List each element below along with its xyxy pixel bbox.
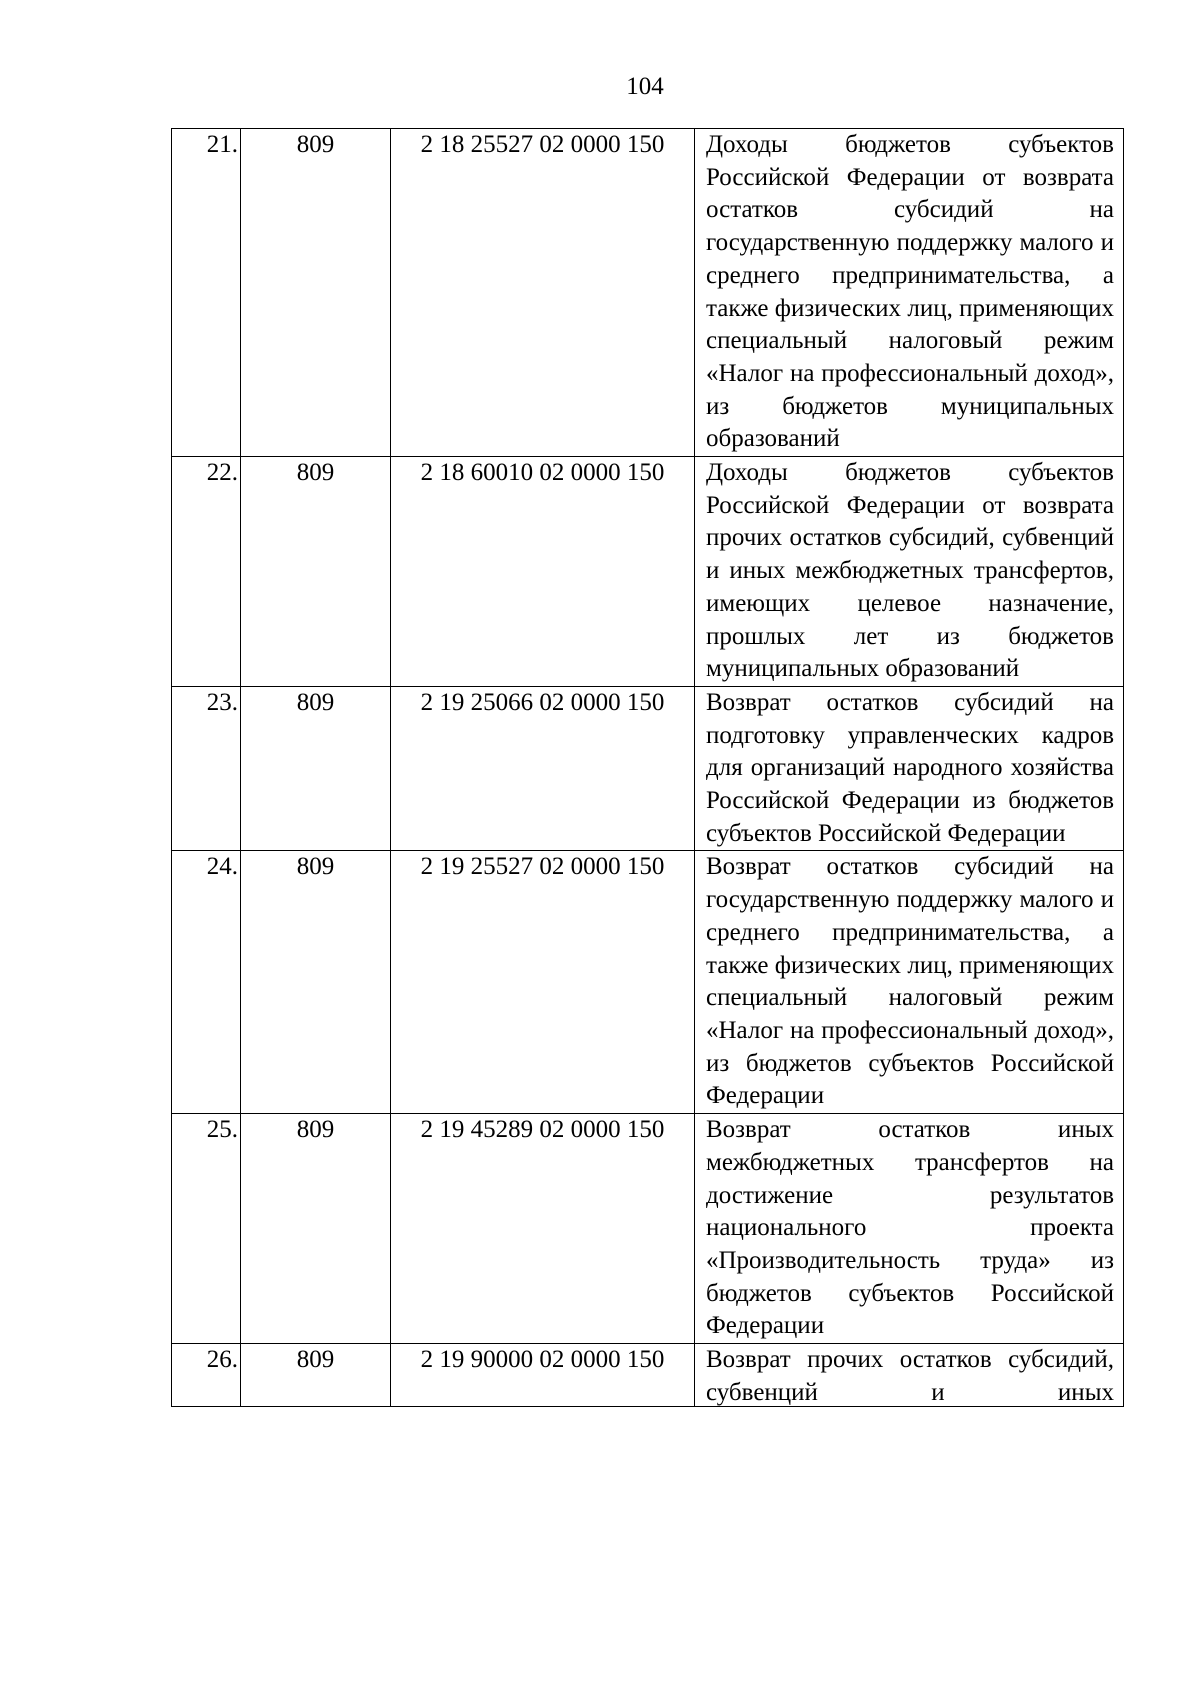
description-cell [695, 129, 1124, 457]
row-number: 24. [172, 851, 241, 1114]
admin-code-cell: 809 [241, 1344, 391, 1407]
income-code-cell: 2 18 25527 02 0000 150 [391, 129, 695, 457]
description-text: Возврат остатков субсидий на государственную поддержку малого и среднего предпринимательства, а также физических лиц, применяющих специальный налоговый режим «Налог на профессиональный доход», из бюджетов субъектов Российской Федерации [706, 853, 1114, 1110]
description-text: Возврат остатков субсидий на подготовку управленческих кадров для организаций народного хозяйства Российской Федерации из бюджетов субъектов Российской Федерации [706, 688, 1114, 847]
page-number: 104 [626, 73, 664, 100]
description-cell [695, 851, 1124, 1114]
income-code-cell: 2 19 25066 02 0000 150 [391, 686, 695, 851]
description-text: Доходы бюджетов субъектов Российской Федерации от возврата остатков субсидий на государственную поддержку малого и среднего предпринимательства, а также физических лиц, применяющих специальный налоговый режим «Налог на профессиональный доход», из бюджетов муниципальных образований [706, 131, 1114, 453]
row-number: 23. [172, 686, 241, 851]
admin-code-cell: 809 [241, 457, 391, 687]
income-code-cell: 2 19 90000 02 0000 150 [391, 1344, 695, 1407]
description-text: Доходы бюджетов субъектов Российской Федерации от возврата прочих остатков субсидий, субвенций и иных межбюджетных трансфертов, имеющих целевое назначение, прошлых лет из бюджетов муниципальных образований [706, 459, 1114, 683]
admin-code-cell: 809 [241, 851, 391, 1114]
table-row [172, 851, 1124, 1114]
table-row [172, 1114, 1124, 1344]
description-text: Возврат остатков иных межбюджетных трансфертов на достижение результатов национального проекта «Производительность труда» из бюджетов субъектов Российской Федерации [706, 1116, 1114, 1340]
income-code-cell: 2 19 25527 02 0000 150 [391, 851, 695, 1114]
table-row [172, 129, 1124, 457]
table-row [172, 1344, 1124, 1407]
row-number: 26. [172, 1344, 241, 1407]
table-row [172, 457, 1124, 687]
description-cell [695, 686, 1124, 851]
row-number: 25. [172, 1114, 241, 1344]
row-number: 21. [172, 129, 241, 457]
income-code-cell: 2 18 60010 02 0000 150 [391, 457, 695, 687]
income-codes-table [171, 128, 1124, 1407]
row-number: 22. [172, 457, 241, 687]
admin-code-cell: 809 [241, 686, 391, 851]
description-text: Возврат прочих остатков субсидий, субвенций и иных [706, 1346, 1114, 1406]
description-cell [695, 1114, 1124, 1344]
table-row [172, 686, 1124, 851]
description-cell [695, 1344, 1124, 1407]
admin-code-cell: 809 [241, 129, 391, 457]
admin-code-cell: 809 [241, 1114, 391, 1344]
description-cell [695, 457, 1124, 687]
income-code-cell: 2 19 45289 02 0000 150 [391, 1114, 695, 1344]
